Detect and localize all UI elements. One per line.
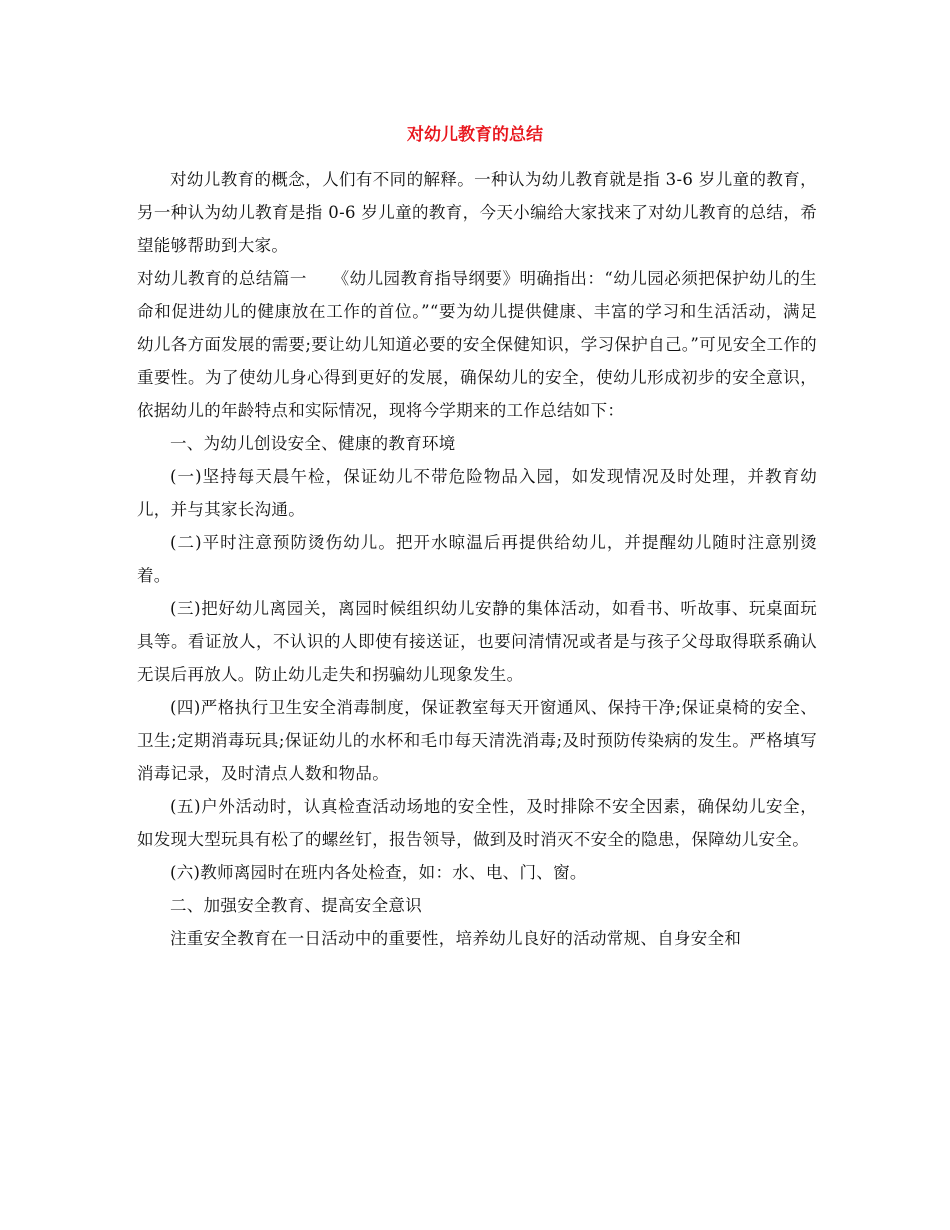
paragraph-intro: 对幼儿教育的概念，人们有不同的解释。一种认为幼儿教育就是指 3-6 岁儿童的教育，另一种认为幼儿教育是指 0-6 岁儿童的教育，今天小编给大家找来了对幼儿教育的总结，希望能够帮助到大家。 (137, 170, 817, 255)
document-title: 对幼儿教育的总结 (407, 125, 543, 145)
list-item-1: (一)坚持每天晨午检，保证幼儿不带危险物品入园，如发现情况及时处理，并教育幼儿，并与其家长沟通。 (137, 467, 817, 519)
document-body (137, 163, 817, 955)
list-item-4: (四)严格执行卫生安全消毒制度，保证教室每天开窗通风、保持干净;保证桌椅的安全、卫生;定期消毒玩具;保证幼儿的水杯和毛巾每天清洗消毒;及时预防传染病的发生。严格填写消毒记录，及时清点人数和物品。 (137, 698, 817, 783)
list-item-6: (六)教师离园时在班内各处检查，如：水、电、门、窗。 (170, 863, 587, 882)
paragraph-section-one: 对幼儿教育的总结篇一 《幼儿园教育指导纲要》明确指出：“幼儿园必须把保护幼儿的生命和促进幼儿的健康放在工作的首位。”“要为幼儿提供健康、丰富的学习和生活活动，满足幼儿各方面发展的需要;要让幼儿知道必要的安全保健知识，学习保护自己。”可见安全工作的重要性。为了使幼儿身心得到更好的发展，确保幼儿的安全，使幼儿形成初步的安全意识，依据幼儿的年龄特点和实际情况，现将今学期来的工作总结如下： (137, 269, 817, 420)
paragraph-section-2: 注重安全教育在一日活动中的重要性，培养幼儿良好的活动常规、自身安全和 (170, 929, 742, 948)
list-item-2: (二)平时注意预防烫伤幼儿。把开水晾温后再提供给幼儿，并提醒幼儿随时注意别烫着。 (137, 533, 817, 585)
heading-section-2: 二、加强安全教育、提高安全意识 (170, 896, 422, 915)
heading-section-1: 一、为幼儿创设安全、健康的教育环境 (170, 434, 456, 453)
list-item-3: (三)把好幼儿离园关，离园时候组织幼儿安静的集体活动，如看书、听故事、玩桌面玩具等。看证放人，不认识的人即使有接送证，也要问清情况或者是与孩子父母取得联系确认无误后再放人。防止幼儿走失和拐骗幼儿现象发生。 (137, 599, 817, 684)
list-item-5: (五)户外活动时，认真检查活动场地的安全性，及时排除不安全因素，确保幼儿安全，如发现大型玩具有松了的螺丝钉，报告领导，做到及时消灭不安全的隐患，保障幼儿安全。 (137, 797, 817, 849)
